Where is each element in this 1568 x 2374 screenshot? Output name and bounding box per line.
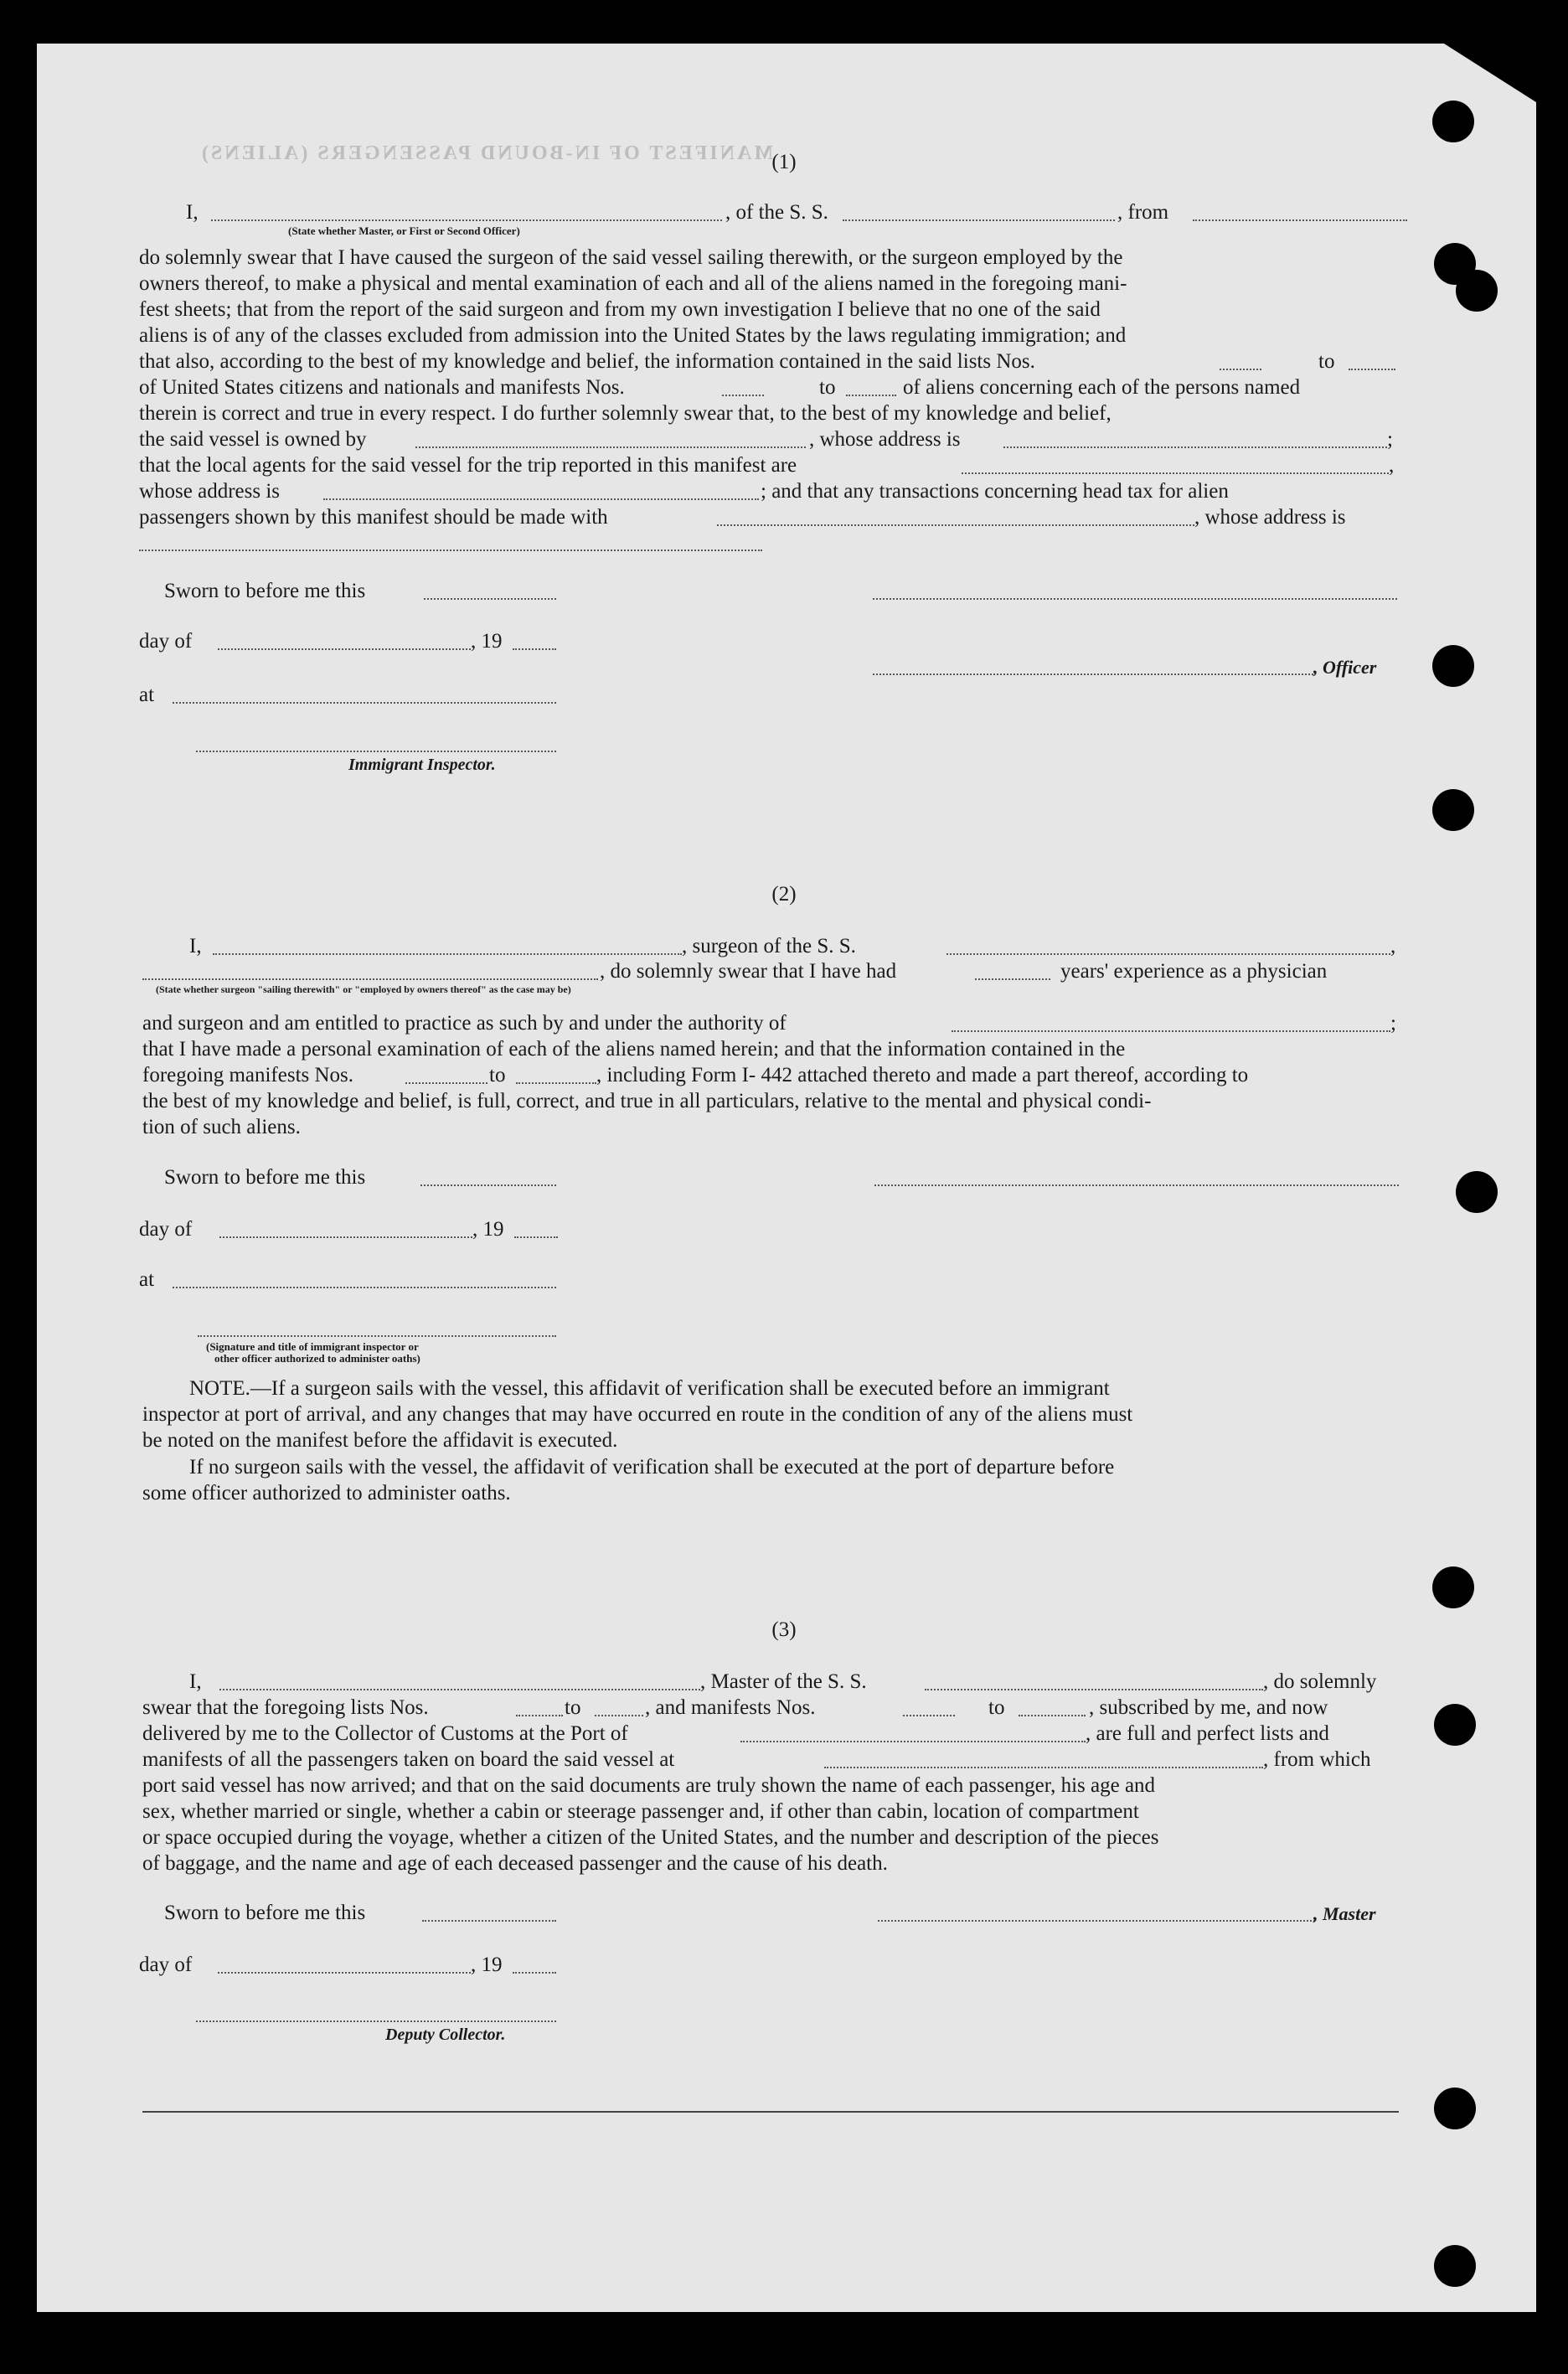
s3-deputy-label: Deputy Collector.	[385, 2026, 506, 2044]
s1-owner-field[interactable]	[415, 446, 806, 448]
s3-vessel-name-field[interactable]	[925, 1689, 1263, 1690]
bleed-through-stamp: MANIFEST OF IN-BOUND PASSENGERS (ALIENS)	[199, 142, 773, 164]
s2-manifests-from-field[interactable]	[405, 1082, 487, 1084]
s2-to-label: to	[489, 1064, 506, 1086]
s2-note-line: be noted on the manifest before the affidavit is executed.	[142, 1429, 618, 1452]
s2-signature-note: other officer authorized to administer oaths)	[214, 1352, 420, 1365]
s1-officer-label: , Officer	[1313, 657, 1377, 678]
s3-to-label: to	[565, 1696, 581, 1719]
s2-year-field[interactable]	[514, 1236, 558, 1238]
s2-years-label: years' experience as a physician	[1060, 960, 1328, 983]
s1-body-line: of aliens concerning each of the persons named	[903, 376, 1301, 399]
s3-master-sig-label: , Master	[1313, 1903, 1376, 1924]
s1-at-field[interactable]	[173, 702, 556, 704]
section-2-heading: (2)	[771, 883, 797, 906]
s3-day-of-label: day of	[139, 1953, 193, 1976]
s3-body-line: , are full and perfect lists and	[1086, 1722, 1329, 1745]
punch-hole	[1432, 101, 1474, 142]
s1-vessel-name-field[interactable]	[843, 219, 1115, 221]
s2-note-line: some officer authorized to administer oaths.	[142, 1482, 511, 1504]
s2-sworn-label: Sworn to before me this	[164, 1166, 366, 1189]
s2-sworn-date-field[interactable]	[420, 1184, 556, 1186]
s1-day-of-label: day of	[139, 630, 193, 653]
s1-owner-label: the said vessel is owned by	[139, 428, 367, 451]
s1-body-line: therein is correct and true in every respect. I do further solemnly swear that, to the best of my knowledge and belief,	[139, 402, 1112, 425]
s1-officer-title-field[interactable]	[211, 219, 722, 221]
s2-note-line: NOTE.—If a surgeon sails with the vessel, this affidavit of verification shall be executed before an immigrant	[189, 1377, 1110, 1400]
s2-at-label: at	[139, 1268, 155, 1291]
s1-to-label: to	[1318, 350, 1335, 373]
s3-to-label: to	[988, 1696, 1005, 1719]
s3-lists-label: swear that the foregoing lists Nos.	[142, 1696, 429, 1719]
s1-body-line: of United States citizens and nationals and manifests Nos.	[139, 376, 625, 399]
s3-lists-to-field[interactable]	[595, 1715, 643, 1716]
s1-to-label: to	[819, 376, 836, 399]
s2-surgeon-type-note: (State whether surgeon "sailing therewith" or "employed by owners thereof" as the case may be)	[156, 983, 571, 995]
s1-inspector-signature-field[interactable]	[196, 751, 556, 752]
punch-hole	[1434, 2088, 1476, 2129]
s1-inspector-label: Immigrant Inspector.	[348, 756, 496, 774]
s3-sworn-label: Sworn to before me this	[164, 1902, 366, 1924]
s3-manifests-from-field[interactable]	[903, 1715, 955, 1716]
s1-body-line: fest sheets; that from the report of the said surgeon and from my own investigation I believe that no one of the said	[139, 298, 1101, 321]
s1-body-line: that also, according to the best of my knowledge and belief, the information contained in the said lists Nos.	[139, 350, 1035, 373]
s3-master-signature-field[interactable]	[878, 1920, 1315, 1922]
s2-vessel-name-field[interactable]	[946, 953, 1390, 955]
punch-hole	[1434, 2245, 1476, 2287]
s1-body-line: do solemnly swear that I have caused the surgeon of the said vessel sailing therewith, or the surgeon employed by the	[139, 246, 1123, 269]
s2-manifests-label: foregoing manifests Nos.	[142, 1064, 354, 1086]
s1-i-label: I,	[186, 201, 199, 224]
punch-hole	[1456, 270, 1498, 312]
s2-note-line: If no surgeon sails with the vessel, the affidavit of verification shall be executed at the port of departure before	[189, 1456, 1115, 1479]
s2-comma: ,	[1390, 935, 1396, 957]
s1-semicolon: ;	[1387, 428, 1393, 451]
s1-ss-label: , of the S. S.	[725, 201, 828, 224]
s2-body-line: that I have made a personal examination of each of the aliens named herein; and that the information contained in the	[142, 1038, 1126, 1061]
s3-manifests-label: , and manifests Nos.	[645, 1696, 816, 1719]
s3-collector-signature-field[interactable]	[196, 2020, 556, 2022]
s1-year-label: , 19	[471, 630, 503, 653]
s3-i-label: I,	[189, 1670, 202, 1693]
s1-head-tax-field[interactable]	[717, 524, 1194, 526]
s1-from-label: , from	[1117, 201, 1169, 224]
s1-at-label: at	[139, 684, 155, 706]
s2-body-line: , including Form I- 442 attached thereto and made a part thereof, according to	[596, 1064, 1249, 1086]
s1-body-line: ; and that any transactions concerning head tax for alien	[761, 480, 1229, 503]
s1-owner-address-label: , whose address is	[809, 428, 961, 451]
punch-hole	[1432, 789, 1474, 831]
s2-at-field[interactable]	[173, 1287, 556, 1288]
s3-swear-label: , do solemnly	[1263, 1670, 1377, 1693]
s2-years-field[interactable]	[975, 978, 1050, 980]
s1-sworn-label: Sworn to before me this	[164, 580, 366, 602]
s1-year-field[interactable]	[513, 648, 556, 650]
s1-head-tax-address-label: , whose address is	[1194, 506, 1346, 529]
s2-day-of-label: day of	[139, 1218, 193, 1241]
s3-year-field[interactable]	[513, 1972, 556, 1974]
s3-body-line: , subscribed by me, and now	[1089, 1696, 1328, 1719]
s1-officer-signature-top[interactable]	[873, 598, 1397, 600]
s2-note-line: inspector at port of arrival, and any changes that may have occurred en route in the condition of any of the aliens must	[142, 1403, 1133, 1426]
s3-lists-from-field[interactable]	[516, 1715, 563, 1716]
s1-comma: ,	[1389, 454, 1395, 477]
s3-body-line: , from which	[1263, 1748, 1371, 1771]
s3-body-line: sex, whether married or single, whether a cabin or steerage passenger and, if other than cabin, location of compartment	[142, 1800, 1139, 1823]
s2-semicolon: ;	[1390, 1012, 1396, 1035]
s1-from-field[interactable]	[1193, 219, 1407, 221]
s3-master-name-field[interactable]	[219, 1689, 700, 1690]
s1-head-tax-address-field[interactable]	[139, 550, 762, 551]
s2-authority-label: and surgeon and am entitled to practice as such by and under the authority of	[142, 1012, 787, 1035]
s3-sworn-date-field[interactable]	[422, 1920, 556, 1922]
s1-officer-signature-field[interactable]	[873, 673, 1313, 675]
s2-day-of-field[interactable]	[219, 1236, 472, 1238]
s2-body-line: the best of my knowledge and belief, is full, correct, and true in all particulars, relative to the mental and physical condi-	[142, 1090, 1152, 1112]
section-1-heading: (1)	[771, 151, 797, 173]
section-3-heading: (3)	[771, 1618, 797, 1641]
s3-body-line: port said vessel has now arrived; and that on the said documents are truly shown the name of each passenger, his age and	[142, 1774, 1156, 1797]
s2-surgeon-type-field[interactable]	[142, 978, 598, 980]
punch-hole	[1434, 1704, 1476, 1746]
s1-agents-label: that the local agents for the said vessel for the trip reported in this manifest are	[139, 454, 797, 477]
s3-departure-field[interactable]	[824, 1767, 1263, 1768]
bottom-rule	[142, 2111, 1399, 2113]
s1-owner-address-field[interactable]	[1003, 446, 1387, 448]
s1-head-tax-label: passengers shown by this manifest should be made with	[139, 506, 608, 529]
s3-body-line: of baggage, and the name and age of each deceased passenger and the cause of his death.	[142, 1852, 888, 1875]
s1-manifests-from-field[interactable]	[722, 395, 764, 396]
s2-signature-note: (Signature and title of immigrant inspector or	[206, 1340, 419, 1353]
s3-manifests-to-field[interactable]	[1019, 1715, 1086, 1716]
s2-authority-field[interactable]	[952, 1030, 1390, 1032]
s3-port-field[interactable]	[740, 1741, 1086, 1742]
s1-agent-address-label: whose address is	[139, 480, 281, 503]
s2-surgeon-name-field[interactable]	[213, 953, 682, 955]
s3-port-label: delivered by me to the Collector of Customs at the Port of	[142, 1722, 628, 1745]
punch-hole	[1456, 1171, 1498, 1213]
punch-hole	[1432, 1566, 1474, 1608]
punch-hole	[1432, 645, 1474, 687]
s3-body-line: or space occupied during the voyage, whether a citizen of the United States, and the number and description of the pieces	[142, 1826, 1159, 1849]
s1-manifests-to-field[interactable]	[846, 395, 896, 396]
s2-surgeon-signature-field[interactable]	[874, 1184, 1399, 1186]
s1-lists-from-field[interactable]	[1220, 369, 1261, 370]
s1-title-note: (State whether Master, or First or Second Officer)	[288, 224, 520, 237]
s1-agents-field[interactable]	[962, 472, 1389, 474]
s3-master-label: , Master of the S. S.	[700, 1670, 867, 1693]
s1-lists-to-field[interactable]	[1349, 369, 1395, 370]
s3-departure-label: manifests of all the passengers taken on board the said vessel at	[142, 1748, 675, 1771]
s3-day-of-field[interactable]	[218, 1972, 471, 1974]
s1-sworn-date-field[interactable]	[424, 598, 556, 600]
s2-year-label: , 19	[472, 1218, 504, 1241]
s1-agent-address-field[interactable]	[323, 498, 759, 500]
s2-swear-label: , do solemnly swear that I have had	[600, 960, 897, 983]
s3-year-label: , 19	[471, 1953, 503, 1976]
s1-body-line: aliens is of any of the classes excluded from admission into the United States by the laws regulating immigration; and	[139, 324, 1127, 347]
s2-ss-label: , surgeon of the S. S.	[682, 935, 856, 957]
s1-day-of-field[interactable]	[218, 648, 471, 650]
s2-body-line: tion of such aliens.	[142, 1116, 301, 1138]
s2-i-label: I,	[189, 935, 202, 957]
s1-body-line: owners thereof, to make a physical and mental examination of each and all of the aliens named in the foregoing mani-	[139, 272, 1127, 295]
s2-manifests-to-field[interactable]	[516, 1082, 596, 1084]
s2-inspector-signature-field[interactable]	[198, 1335, 556, 1337]
